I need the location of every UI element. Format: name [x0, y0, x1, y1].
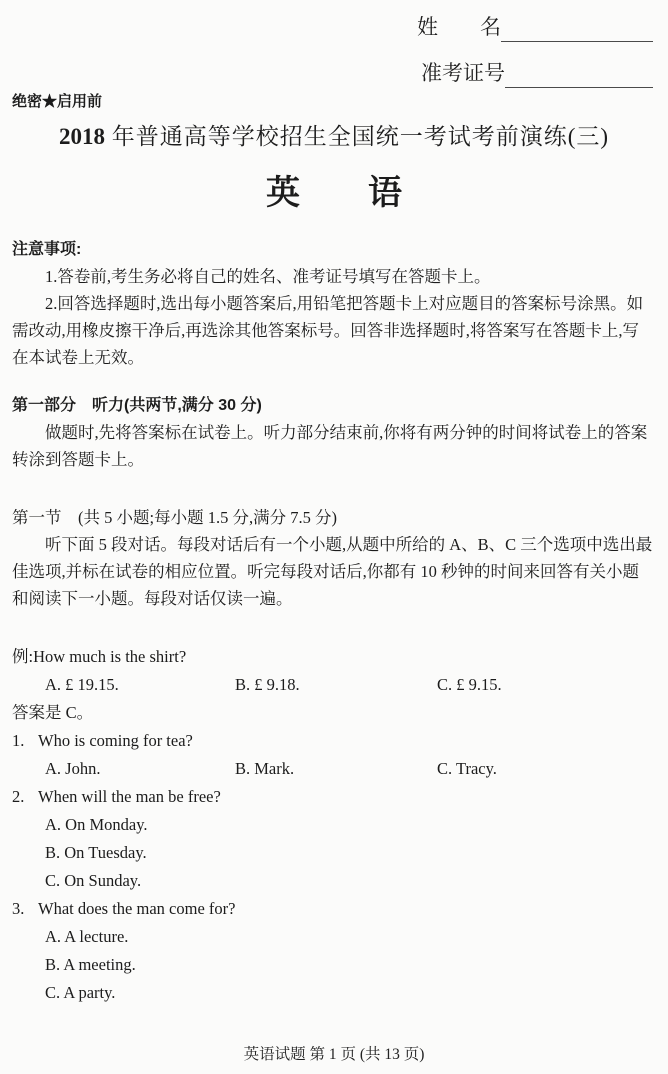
name-label: 姓 名: [417, 15, 501, 39]
exam-title-text: 年普通高等学校招生全国统一考试考前演练(三): [104, 124, 610, 149]
question-3-option-b: B. A meeting.: [45, 955, 136, 974]
question-1-text: [12, 727, 654, 755]
subject-title: 英 语: [266, 175, 402, 212]
question-3-option-a: A. A lecture.: [45, 927, 129, 946]
question-3-option-c: C. A party.: [45, 983, 116, 1002]
notice-heading: 注意事项:: [12, 241, 82, 258]
question-1-option-c: C. Tracy.: [437, 759, 497, 778]
question-1-number: 1.: [12, 731, 25, 750]
section1-heading: 第一节 (共 5 小题;每小题 1.5 分,满分 7.5 分): [12, 508, 337, 527]
example-option-c: C. £ 9.15.: [437, 675, 502, 694]
question-2-option-b: B. On Tuesday.: [45, 843, 147, 862]
part1-heading: 第一部分 听力(共两节,满分 30 分): [12, 397, 262, 414]
section1-instructions: 听下面 5 段对话。每段对话后有一个小题,从题中所给的 A、B、C 三个选项中选出最佳选项,并标在试卷的相应位置。听完每段对话后,你都有 10 秒钟的时间来回答有关小题和阅读下一小题。每段对话仅读一遍。: [12, 535, 653, 608]
question-3-number: 3.: [12, 899, 25, 918]
question-3-prompt: What does the man come for?: [38, 899, 236, 918]
question-3: [12, 895, 654, 1007]
question-2-prompt: When will the man be free?: [38, 787, 221, 806]
question-2: [12, 783, 654, 895]
question-1-option-b: B. Mark.: [235, 759, 295, 778]
secrecy-notice: 绝密★启用前: [12, 93, 103, 110]
question-1: [12, 727, 654, 783]
question-2-option-c: C. On Sunday.: [45, 871, 142, 890]
question-2-number: 2.: [12, 787, 25, 806]
question-2-text: [12, 783, 654, 811]
example-prompt: 例:How much is the shirt?: [12, 647, 187, 666]
example-option-a: A. £ 19.15.: [45, 675, 119, 694]
question-2-option-a: A. On Monday.: [45, 815, 148, 834]
exam-title-year: 2018: [58, 124, 105, 149]
name-blank-line: [501, 13, 653, 42]
exam-number-field-row: [421, 58, 653, 88]
question-3-text: [12, 895, 654, 923]
exam-number-blank-line: [505, 59, 653, 88]
question-1-options-row: [12, 755, 654, 783]
notice-item-1: 1.答卷前,考生务必将自己的姓名、准考证号填写在答题卡上。: [45, 267, 491, 286]
page-footer: 英语试题 第 1 页 (共 13 页): [243, 1046, 425, 1063]
paper-body: [0, 236, 668, 1007]
exam-title: [0, 118, 668, 151]
notice-item-2: 2.回答选择题时,选出每小题答案后,用铅笔把答题卡上对应题目的答案标号涂黑。如需改动,用橡皮擦干净后,再选涂其他答案标号。回答非选择题时,将答案写在答题卡上,写在本试卷上无效。: [12, 294, 644, 367]
exam-number-label: 准考证号: [421, 61, 505, 85]
example-options-row: [12, 671, 654, 699]
student-info-fields: [0, 0, 668, 88]
question-1-option-a: A. John.: [45, 759, 101, 778]
example-question: [12, 643, 654, 727]
part1-intro: 做题时,先将答案标在试卷上。听力部分结束前,你将有两分钟的时间将试卷上的答案转涂到答题卡上。: [12, 423, 648, 469]
question-1-prompt: Who is coming for tea?: [38, 731, 193, 750]
example-option-b: B. £ 9.18.: [235, 675, 300, 694]
example-answer-note: 答案是 C。: [12, 703, 94, 722]
name-field-row: [417, 12, 653, 42]
